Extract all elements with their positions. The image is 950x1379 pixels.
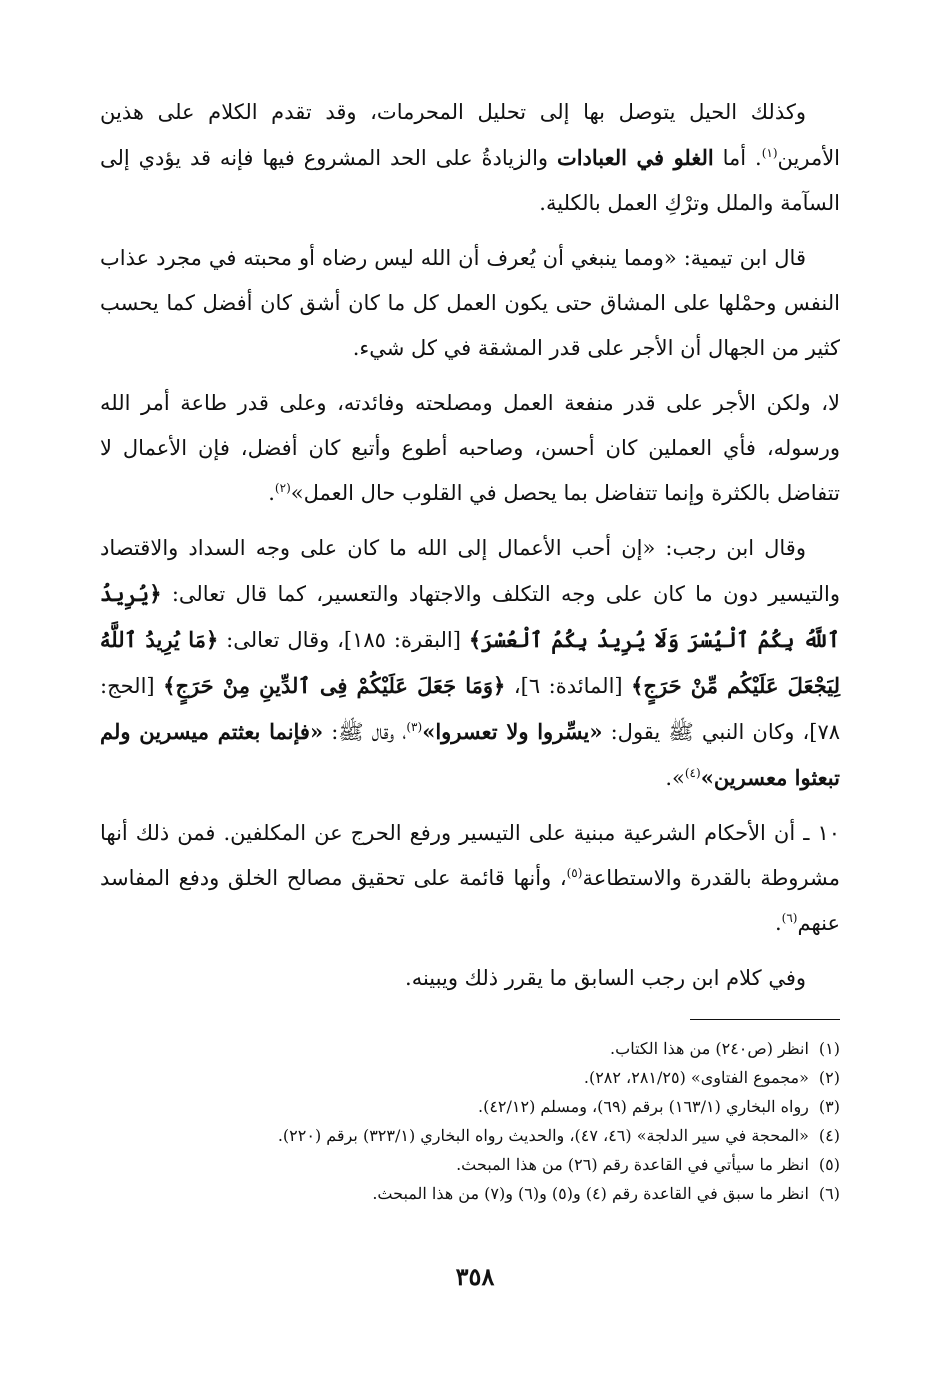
- footnote-item: [100, 1063, 840, 1092]
- footnote-separator: [690, 1019, 840, 1020]
- footnote-text: انظر ما سبق في القاعدة رقم (٤) و(٥) و(٦) و(٧) من هذا المبحث.: [372, 1184, 809, 1203]
- footnote-item: [100, 1034, 840, 1063]
- verse-ref-1: [البقرة: ١٨٥]، وقال تعالى:: [218, 628, 469, 652]
- footnote-item: [100, 1092, 840, 1121]
- paragraph-1-text-c: والزيادةُ على الحد المشروع فيها فإنه قد يؤدي إلى السآمة والملل وترْكِ العمل بالكلية.: [100, 146, 840, 215]
- page-number: ٣٥٨: [455, 1262, 495, 1291]
- paragraph-5: [100, 811, 840, 946]
- footnote-number: (١): [818, 1039, 840, 1058]
- footnote-ref-5[interactable]: (٥): [566, 866, 583, 880]
- footnote-text: «مجموع الفتاوى» (٢٨١/٢٥، ٢٨٢).: [583, 1068, 809, 1087]
- page-body: [100, 90, 840, 1208]
- footnote-number: (٦): [818, 1184, 840, 1203]
- paragraph-1-text-a: وكذلك الحيل يتوصل بها إلى تحليل المحرمات، وقد تقدم الكلام على هذين الأمرين: [100, 100, 841, 170]
- paragraph-4-text-mid: ، وقال ﷺ:: [323, 720, 407, 744]
- paragraph-5-text-c: .: [774, 911, 782, 935]
- footnote-text: انظر ما سيأتي في القاعدة رقم (٢٦) من هذا المبحث.: [456, 1155, 809, 1174]
- hadith-2: «فإنما بعثتم ميسرين ولم تبعثوا معسرين»: [100, 719, 840, 790]
- paragraph-3: [100, 381, 840, 516]
- paragraph-5-text-a: ١٠ ـ أن الأحكام الشرعية مبنية على التيسير ورفع الحرج عن المكلفين. فمن ذلك أنها مشروطة بالقدرة والاستطاعة: [100, 821, 840, 890]
- footnote-text: انظر (ص٢٤٠) من هذا الكتاب.: [610, 1039, 809, 1058]
- quran-verse-3: ﴿وَمَا جَعَلَ عَلَيْكُمْ فِى ٱلدِّينِ مِنْ حَرَجٍ﴾: [163, 673, 506, 698]
- paragraph-4-text-end: ».: [665, 766, 685, 790]
- footnote-number: (٤): [818, 1126, 840, 1145]
- paragraph-2: قال ابن تيمية: «ومما ينبغي أن يُعرف أن الله ليس رضاه أو محبته في مجرد عذاب النفس وحمْلها على المشاق حتى يكون العمل كل ما كان أشق كان أفضل كما يحسب كثير من الجهال أن الأجر على قدر المشقة في كل شيء.: [100, 246, 840, 360]
- footnote-ref-1[interactable]: (١): [761, 146, 778, 160]
- paragraph-5-text-b: ، وأنها قائمة على تحقيق مصالح الخلق ودفع المفاسد عنهم: [100, 866, 840, 935]
- footnote-item: [100, 1179, 840, 1208]
- footnotes-list: [100, 1034, 840, 1208]
- quran-verse-1: ﴿يُرِيدُ ٱللَّهُ بِكُمُ ٱلْيُسْرَ وَلَا يُرِيدُ بِكُمُ ٱلْعُسْرَ﴾: [100, 581, 840, 652]
- footnote-ref-3[interactable]: (٣): [406, 720, 423, 734]
- verse-ref-2: [المائدة: ٦]،: [505, 674, 632, 698]
- paragraph-3-text-b: .: [268, 481, 275, 505]
- quran-verse-2: ﴿مَا يُرِيدُ ٱللَّهُ لِيَجْعَلَ عَلَيْكُم مِّنْ حَرَجٍ﴾: [100, 627, 840, 698]
- footnote-ref-2[interactable]: (٢): [274, 481, 291, 495]
- paragraph-6: وفي كلام ابن رجب السابق ما يقرر ذلك ويبينه.: [405, 966, 806, 990]
- paragraph-1-bold: الغلو في العبادات: [556, 145, 714, 170]
- paragraph-1: [100, 90, 840, 226]
- verse-ref-3: [الحج: ٧٨]، وكان النبي ﷺ يقول:: [100, 674, 841, 744]
- footnote-item: [100, 1121, 840, 1150]
- paragraph-3-text-a: لا، ولكن الأجر على قدر منفعة العمل ومصلحته وفائدته، وعلى قدر طاعة أمر الله ورسوله، فأي العملين كان أحسن، وصاحبه أطوع وأتبع كان أفضل، فإن الأعمال لا تتفاضل بالكثرة وإنما تتفاضل بما يحصل في القلوب حال العمل»: [100, 391, 840, 505]
- footnote-ref-4[interactable]: (٤): [684, 766, 701, 780]
- footnote-text: رواه البخاري (١٦٣/١) برقم (٦٩)، ومسلم (٤٢/١٢).: [477, 1097, 809, 1116]
- footnote-number: (٣): [818, 1097, 840, 1116]
- hadith-1: «يسِّروا ولا تعسروا»: [422, 719, 603, 744]
- footnote-item: [100, 1150, 840, 1179]
- paragraph-4: [100, 526, 840, 801]
- paragraph-1-text-b: . أما: [713, 146, 762, 170]
- footnote-text: «المحجة في سير الدلجة» (٤٦، ٤٧)، والحديث رواه البخاري (٣٢٣/١) برقم (٢٢٠).: [277, 1126, 809, 1145]
- footnote-number: (٢): [818, 1068, 840, 1087]
- footnote-number: (٥): [818, 1155, 840, 1174]
- footnote-ref-6[interactable]: (٦): [781, 911, 798, 925]
- paragraph-4-text-a: وقال ابن رجب: «إن أحب الأعمال إلى الله ما كان على وجه السداد والاقتصاد والتيسير دون ما كان على وجه التكلف والاجتهاد والتعسير، كما قال تعالى:: [100, 536, 840, 606]
